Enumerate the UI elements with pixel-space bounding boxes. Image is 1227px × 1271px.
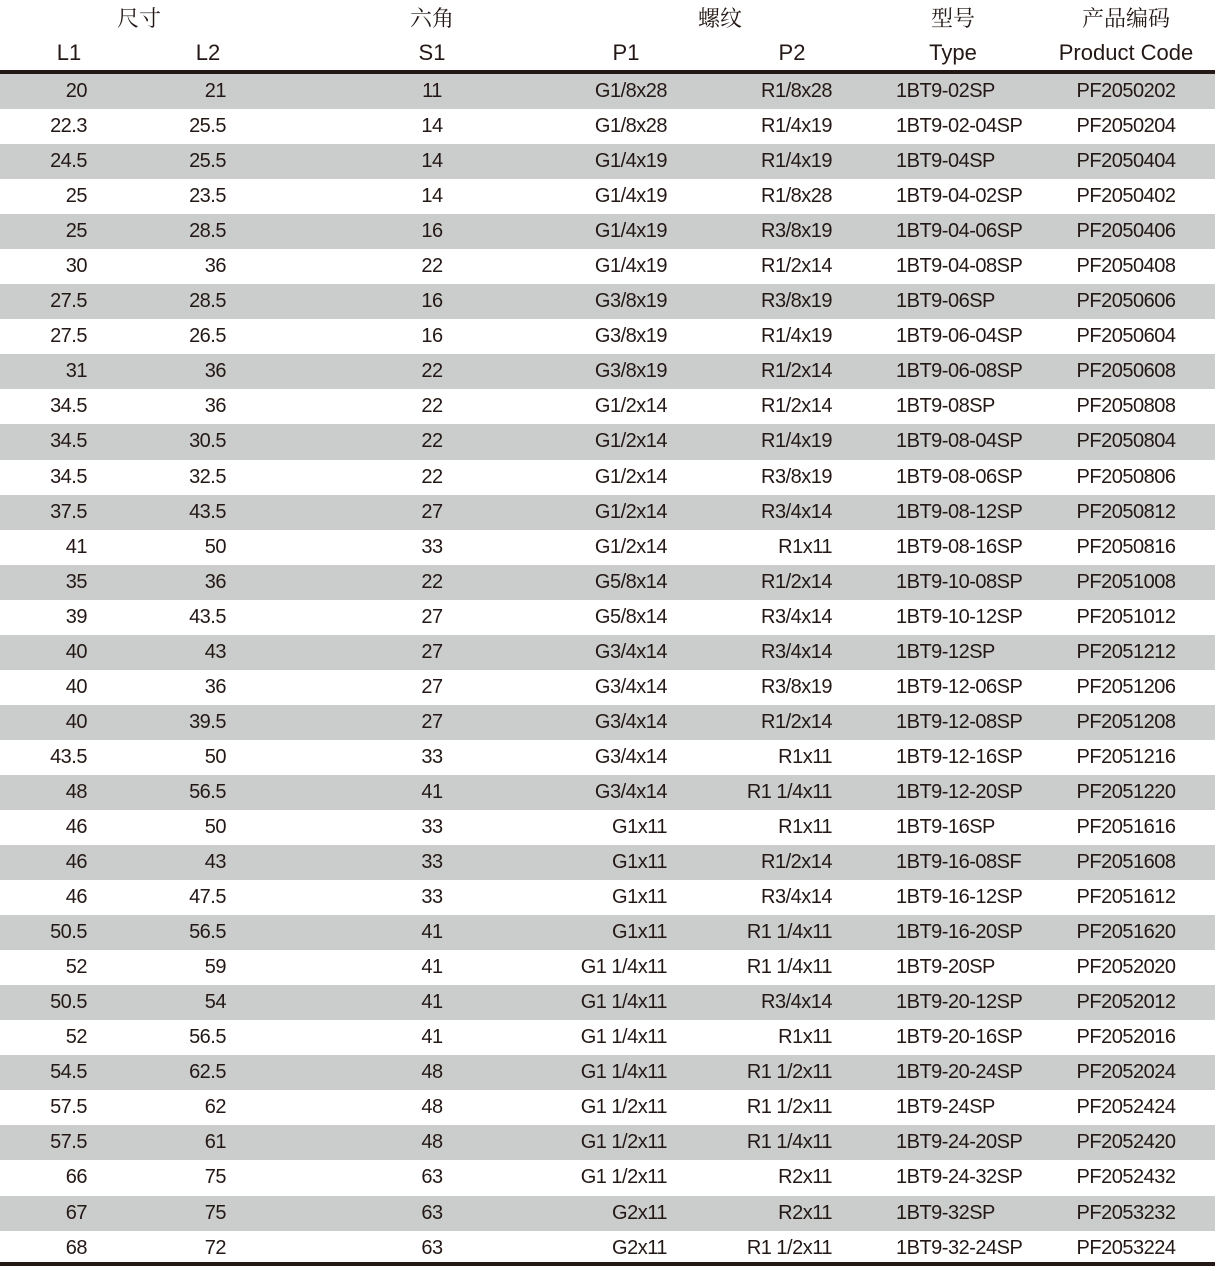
cell-p2: R1 1/2x11 <box>746 1061 832 1084</box>
cell-s1: 22 <box>421 465 443 488</box>
cell-l2: 61 <box>204 1131 226 1154</box>
cell-p2: R2x11 <box>778 1166 832 1189</box>
cell-p2: R3/4x14 <box>761 605 832 628</box>
cell-type: 1BT9-16-12SP <box>896 886 1023 909</box>
header-col-l1: L1 <box>56 40 82 65</box>
cell-p2: R1 1/4x11 <box>746 1131 832 1154</box>
cell-l1: 27.5 <box>50 325 87 348</box>
cell-s1: 16 <box>421 220 443 243</box>
table-row <box>0 530 1215 565</box>
cell-l1: 37.5 <box>50 500 87 523</box>
cell-s1: 41 <box>421 780 443 803</box>
header-col-type: Type <box>929 40 977 65</box>
cell-l1: 46 <box>65 815 87 838</box>
cell-product-code: PF2051608 <box>1076 851 1176 874</box>
cell-product-code: PF2052420 <box>1076 1131 1176 1154</box>
table-row <box>0 284 1215 319</box>
cell-l2: 56.5 <box>189 1026 226 1049</box>
cell-type: 1BT9-04-06SP <box>896 220 1023 243</box>
cell-l2: 36 <box>204 360 226 383</box>
cell-p1: G1x11 <box>612 886 667 909</box>
table-row <box>0 144 1215 179</box>
cell-s1: 22 <box>421 395 443 418</box>
cell-l2: 32.5 <box>189 465 226 488</box>
cell-p2: R1 1/4x11 <box>746 780 832 803</box>
cell-type: 1BT9-16SP <box>896 815 995 838</box>
cell-product-code: PF2053224 <box>1076 1236 1176 1259</box>
table-row <box>0 1196 1215 1231</box>
table-row <box>0 880 1215 915</box>
cell-p2: R1/2x14 <box>761 851 832 874</box>
cell-l2: 75 <box>204 1201 226 1224</box>
cell-type: 1BT9-12-06SP <box>896 675 1023 698</box>
table-row <box>0 214 1215 249</box>
cell-p1: G3/4x14 <box>594 675 667 698</box>
cell-l2: 56.5 <box>189 780 226 803</box>
cell-l1: 27.5 <box>50 290 87 313</box>
cell-l1: 31 <box>65 360 87 383</box>
table-row <box>0 319 1215 354</box>
table-row <box>0 109 1215 144</box>
cell-type: 1BT9-04SP <box>896 150 995 173</box>
cell-l1: 52 <box>65 1026 87 1049</box>
cell-p1: G3/4x14 <box>594 745 667 768</box>
cell-l1: 50.5 <box>50 991 87 1014</box>
table-row <box>0 775 1215 810</box>
cell-s1: 14 <box>421 185 443 208</box>
header-col-p2: P2 <box>778 40 806 65</box>
cell-l1: 43.5 <box>50 745 87 768</box>
cell-p2: R1 1/2x11 <box>746 1236 832 1259</box>
cell-p1: G1/2x14 <box>594 395 667 418</box>
cell-p2: R1/8x28 <box>761 185 832 208</box>
cell-product-code: PF2050604 <box>1076 325 1176 348</box>
cell-s1: 41 <box>421 1026 443 1049</box>
header-group-thread: 螺纹 <box>697 6 743 31</box>
cell-p1: G1/2x14 <box>594 465 667 488</box>
cell-l2: 25.5 <box>189 150 226 173</box>
cell-product-code: PF2051612 <box>1076 886 1176 909</box>
cell-s1: 33 <box>421 745 443 768</box>
cell-s1: 41 <box>421 956 443 979</box>
cell-s1: 63 <box>421 1236 443 1259</box>
cell-s1: 27 <box>421 710 443 733</box>
cell-l1: 34.5 <box>50 430 87 453</box>
cell-type: 1BT9-02SP <box>896 80 995 102</box>
cell-type: 1BT9-12-16SP <box>896 745 1023 768</box>
cell-l1: 66 <box>65 1166 87 1189</box>
cell-type: 1BT9-06-04SP <box>896 325 1023 348</box>
cell-l2: 43 <box>204 640 226 663</box>
cell-product-code: PF2051008 <box>1076 570 1176 593</box>
cell-l1: 40 <box>65 675 87 698</box>
table-row <box>0 950 1215 985</box>
cell-l2: 62.5 <box>189 1061 226 1084</box>
cell-p1: G1/4x19 <box>594 220 667 243</box>
cell-s1: 22 <box>421 430 443 453</box>
cell-s1: 63 <box>421 1166 443 1189</box>
cell-p2: R1 1/4x11 <box>746 921 832 944</box>
cell-p1: G1x11 <box>612 921 667 944</box>
cell-product-code: PF2052020 <box>1076 956 1176 979</box>
cell-l2: 43.5 <box>189 605 226 628</box>
table-row <box>0 915 1215 950</box>
cell-p1: G2x11 <box>612 1236 667 1259</box>
cell-l2: 72 <box>204 1236 226 1259</box>
cell-s1: 33 <box>421 815 443 838</box>
cell-l2: 43 <box>204 851 226 874</box>
table-row <box>0 985 1215 1020</box>
cell-p1: G3/8x19 <box>594 325 667 348</box>
cell-product-code: PF2051206 <box>1076 675 1176 698</box>
cell-type: 1BT9-12-20SP <box>896 780 1023 803</box>
cell-product-code: PF2051616 <box>1076 815 1176 838</box>
cell-p2: R1/2x14 <box>761 255 832 278</box>
table-row <box>0 354 1215 389</box>
cell-l1: 39 <box>65 605 87 628</box>
cell-l1: 35 <box>65 570 87 593</box>
header-col-s1: S1 <box>418 40 446 65</box>
cell-type: 1BT9-24-32SP <box>896 1166 1023 1189</box>
cell-s1: 14 <box>421 150 443 173</box>
cell-product-code: PF2050406 <box>1076 220 1176 243</box>
table-row <box>0 565 1215 600</box>
cell-p1: G1/2x14 <box>594 500 667 523</box>
cell-product-code: PF2051212 <box>1076 640 1176 663</box>
cell-product-code: PF2050402 <box>1076 185 1176 208</box>
cell-product-code: PF2050806 <box>1076 465 1176 488</box>
cell-p1: G1/2x14 <box>594 430 667 453</box>
footer-rule <box>0 1262 1215 1266</box>
cell-type: 1BT9-08-12SP <box>896 500 1023 523</box>
cell-product-code: PF2051220 <box>1076 780 1176 803</box>
cell-p2: R3/8x19 <box>761 220 832 243</box>
cell-product-code: PF2050804 <box>1076 430 1176 453</box>
cell-p1: G3/4x14 <box>594 640 667 663</box>
cell-p1: G1x11 <box>612 851 667 874</box>
cell-product-code: PF2050202 <box>1076 80 1176 102</box>
cell-product-code: PF2052024 <box>1076 1061 1176 1084</box>
cell-l2: 36 <box>204 255 226 278</box>
cell-l2: 62 <box>204 1096 226 1119</box>
cell-l2: 36 <box>204 675 226 698</box>
cell-p2: R2x11 <box>778 1201 832 1224</box>
cell-p1: G3/8x19 <box>594 290 667 313</box>
cell-product-code: PF2053232 <box>1076 1201 1176 1224</box>
cell-product-code: PF2050816 <box>1076 535 1176 558</box>
cell-p2: R3/8x19 <box>761 290 832 313</box>
cell-type: 1BT9-12SP <box>896 640 995 663</box>
cell-l1: 68 <box>65 1236 87 1259</box>
table-row <box>0 74 1215 109</box>
cell-s1: 22 <box>421 570 443 593</box>
cell-l1: 34.5 <box>50 395 87 418</box>
cell-p2: R1x11 <box>778 745 832 768</box>
cell-type: 1BT9-10-08SP <box>896 570 1023 593</box>
cell-p2: R1/2x14 <box>761 570 832 593</box>
table-row <box>0 1231 1215 1266</box>
cell-p2: R1/2x14 <box>761 395 832 418</box>
table-row <box>0 845 1215 880</box>
cell-type: 1BT9-04-08SP <box>896 255 1023 278</box>
cell-l2: 50 <box>204 535 226 558</box>
cell-p2: R3/8x19 <box>761 465 832 488</box>
cell-product-code: PF2050408 <box>1076 255 1176 278</box>
cell-type: 1BT9-16-08SF <box>896 851 1022 874</box>
cell-type: 1BT9-20-24SP <box>896 1061 1023 1084</box>
table-row <box>0 1020 1215 1055</box>
cell-l2: 36 <box>204 395 226 418</box>
table-row <box>0 1090 1215 1125</box>
cell-p1: G1 1/2x11 <box>580 1096 667 1119</box>
cell-type: 1BT9-24-20SP <box>896 1131 1023 1154</box>
cell-product-code: PF2050404 <box>1076 150 1176 173</box>
cell-product-code: PF2052012 <box>1076 991 1176 1014</box>
cell-l2: 50 <box>204 815 226 838</box>
cell-s1: 16 <box>421 325 443 348</box>
cell-p1: G1/4x19 <box>594 150 667 173</box>
cell-product-code: PF2051620 <box>1076 921 1176 944</box>
cell-p2: R1/4x19 <box>761 325 832 348</box>
cell-p2: R3/4x14 <box>761 886 832 909</box>
cell-p2: R1 1/4x11 <box>746 956 832 979</box>
header-col-l2: L2 <box>195 40 221 65</box>
table-header <box>0 0 1227 72</box>
cell-type: 1BT9-24SP <box>896 1096 995 1119</box>
cell-s1: 33 <box>421 535 443 558</box>
header-group-hex: 六角 <box>409 6 455 31</box>
cell-s1: 27 <box>421 500 443 523</box>
cell-l1: 46 <box>65 886 87 909</box>
header-group-model: 型号 <box>930 6 976 31</box>
cell-l2: 39.5 <box>189 710 226 733</box>
table-row <box>0 705 1215 740</box>
cell-type: 1BT9-10-12SP <box>896 605 1023 628</box>
cell-p1: G1 1/4x11 <box>580 1061 667 1084</box>
cell-product-code: PF2051012 <box>1076 605 1176 628</box>
table-row <box>0 389 1215 424</box>
cell-p2: R1/4x19 <box>761 115 832 138</box>
cell-p1: G1 1/2x11 <box>580 1131 667 1154</box>
cell-l2: 26.5 <box>189 325 226 348</box>
cell-type: 1BT9-16-20SP <box>896 921 1023 944</box>
cell-s1: 48 <box>421 1061 443 1084</box>
cell-type: 1BT9-08-16SP <box>896 535 1023 558</box>
cell-product-code: PF2052424 <box>1076 1096 1176 1119</box>
cell-s1: 41 <box>421 921 443 944</box>
cell-l2: 50 <box>204 745 226 768</box>
cell-s1: 63 <box>421 1201 443 1224</box>
cell-s1: 22 <box>421 255 443 278</box>
cell-s1: 27 <box>421 640 443 663</box>
cell-p1: G3/4x14 <box>594 710 667 733</box>
cell-s1: 27 <box>421 605 443 628</box>
cell-p2: R1 1/2x11 <box>746 1096 832 1119</box>
cell-l2: 25.5 <box>189 115 226 138</box>
table-row <box>0 1125 1215 1160</box>
cell-product-code: PF2052016 <box>1076 1026 1176 1049</box>
cell-type: 1BT9-06-08SP <box>896 360 1023 383</box>
cell-type: 1BT9-32SP <box>896 1201 995 1224</box>
cell-product-code: PF2050204 <box>1076 115 1176 138</box>
cell-type: 1BT9-02-04SP <box>896 115 1023 138</box>
cell-s1: 11 <box>422 80 442 102</box>
cell-l2: 56.5 <box>189 921 226 944</box>
header-group-size: 尺寸 <box>116 6 162 31</box>
header-group-code: 产品编码 <box>1081 6 1171 31</box>
cell-l1: 52 <box>65 956 87 979</box>
cell-s1: 22 <box>421 360 443 383</box>
cell-type: 1BT9-04-02SP <box>896 185 1023 208</box>
cell-p1: G1/8x28 <box>594 115 667 138</box>
table-row <box>0 740 1215 775</box>
table-row <box>0 424 1215 459</box>
cell-p1: G1 1/2x11 <box>580 1166 667 1189</box>
table-row <box>0 179 1215 214</box>
cell-l1: 54.5 <box>50 1061 87 1084</box>
table-row <box>0 670 1215 705</box>
cell-product-code: PF2050808 <box>1076 395 1176 418</box>
cell-p2: R1/8x28 <box>761 80 832 102</box>
cell-s1: 41 <box>421 991 443 1014</box>
cell-p2: R1x11 <box>778 1026 832 1049</box>
cell-l1: 57.5 <box>50 1131 87 1154</box>
cell-type: 1BT9-20-12SP <box>896 991 1023 1014</box>
cell-l2: 28.5 <box>189 220 226 243</box>
cell-product-code: PF2051216 <box>1076 745 1176 768</box>
cell-s1: 33 <box>421 851 443 874</box>
cell-l2: 75 <box>204 1166 226 1189</box>
cell-l1: 57.5 <box>50 1096 87 1119</box>
cell-p1: G2x11 <box>612 1201 667 1224</box>
cell-s1: 33 <box>421 886 443 909</box>
cell-l1: 34.5 <box>50 465 87 488</box>
cell-l1: 46 <box>65 851 87 874</box>
cell-p1: G1x11 <box>612 815 667 838</box>
cell-product-code: PF2050606 <box>1076 290 1176 313</box>
cell-type: 1BT9-08SP <box>896 395 995 418</box>
cell-type: 1BT9-08-04SP <box>896 430 1023 453</box>
cell-p1: G1/8x28 <box>594 80 667 102</box>
table-row <box>0 810 1215 845</box>
cell-p2: R1/4x19 <box>761 150 832 173</box>
cell-product-code: PF2050608 <box>1076 360 1176 383</box>
cell-l2: 36 <box>204 570 226 593</box>
cell-l2: 23.5 <box>189 185 226 208</box>
cell-l1: 22.3 <box>50 115 87 138</box>
cell-p1: G1 1/4x11 <box>580 1026 667 1049</box>
cell-l2: 30.5 <box>189 430 226 453</box>
cell-type: 1BT9-32-24SP <box>896 1236 1023 1259</box>
cell-product-code: PF2050812 <box>1076 500 1176 523</box>
cell-l2: 47.5 <box>189 886 226 909</box>
cell-p1: G1/2x14 <box>594 535 667 558</box>
cell-type: 1BT9-20SP <box>896 956 995 979</box>
cell-l2: 43.5 <box>189 500 226 523</box>
cell-p2: R1/4x19 <box>761 430 832 453</box>
cell-l1: 48 <box>65 780 87 803</box>
cell-s1: 14 <box>421 115 443 138</box>
cell-s1: 48 <box>421 1131 443 1154</box>
cell-l1: 50.5 <box>50 921 87 944</box>
cell-s1: 48 <box>421 1096 443 1119</box>
header-col-code: Product Code <box>1058 40 1194 65</box>
table-row <box>0 1160 1215 1195</box>
cell-l2: 54 <box>204 991 226 1014</box>
table-row <box>0 1055 1215 1090</box>
cell-type: 1BT9-06SP <box>896 290 995 313</box>
cell-p1: G1/4x19 <box>594 255 667 278</box>
cell-l1: 67 <box>65 1201 87 1224</box>
header-col-p1: P1 <box>612 40 640 65</box>
table-row <box>0 635 1215 670</box>
cell-type: 1BT9-12-08SP <box>896 710 1023 733</box>
cell-p2: R3/4x14 <box>761 991 832 1014</box>
cell-p2: R1/2x14 <box>761 360 832 383</box>
cell-product-code: PF2051208 <box>1076 710 1176 733</box>
cell-p1: G1 1/4x11 <box>580 956 667 979</box>
table-row <box>0 249 1215 284</box>
table-row <box>0 460 1215 495</box>
cell-l1: 41 <box>65 535 87 558</box>
cell-l2: 59 <box>204 956 226 979</box>
cell-p1: G1 1/4x11 <box>580 991 667 1014</box>
cell-p1: G5/8x14 <box>594 570 667 593</box>
cell-type: 1BT9-20-16SP <box>896 1026 1023 1049</box>
table-row <box>0 600 1215 635</box>
table-body <box>0 74 1215 1266</box>
cell-l2: 21 <box>204 80 226 102</box>
cell-l1: 40 <box>65 710 87 733</box>
cell-p1: G1/4x19 <box>594 185 667 208</box>
cell-p2: R1/2x14 <box>761 710 832 733</box>
table-row <box>0 495 1215 530</box>
cell-l1: 30 <box>65 255 87 278</box>
cell-l2: 28.5 <box>189 290 226 313</box>
cell-l1: 25 <box>65 185 87 208</box>
cell-p2: R1x11 <box>778 815 832 838</box>
cell-l1: 40 <box>65 640 87 663</box>
cell-l1: 25 <box>65 220 87 243</box>
cell-p1: G3/4x14 <box>594 780 667 803</box>
cell-s1: 16 <box>421 290 443 313</box>
cell-p2: R3/4x14 <box>761 500 832 523</box>
cell-p1: G5/8x14 <box>594 605 667 628</box>
cell-type: 1BT9-08-06SP <box>896 465 1023 488</box>
cell-l1: 20 <box>65 80 87 102</box>
cell-p1: G3/8x19 <box>594 360 667 383</box>
cell-p2: R3/8x19 <box>761 675 832 698</box>
cell-l1: 24.5 <box>50 150 87 173</box>
cell-p2: R1x11 <box>778 535 832 558</box>
cell-p2: R3/4x14 <box>761 640 832 663</box>
cell-s1: 27 <box>421 675 443 698</box>
cell-product-code: PF2052432 <box>1076 1166 1176 1189</box>
